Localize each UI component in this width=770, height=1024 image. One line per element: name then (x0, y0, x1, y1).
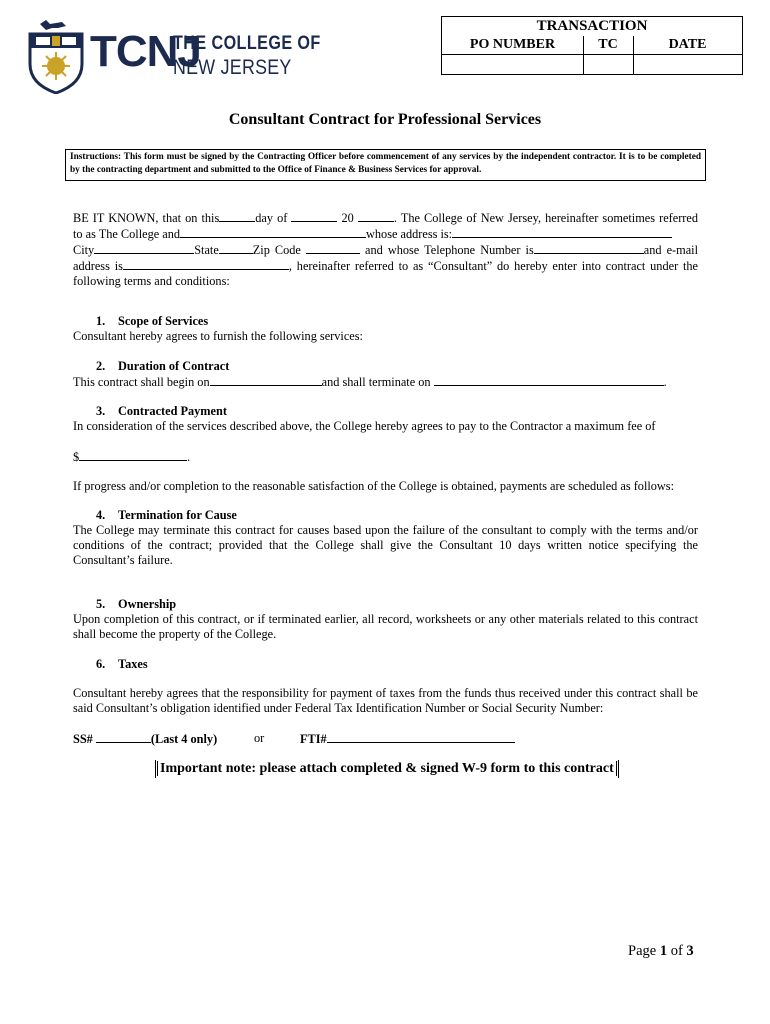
month-field[interactable] (291, 210, 337, 222)
dollar-sign: $ (73, 450, 80, 464)
intro-text: 20 (341, 211, 354, 225)
section-text: and shall terminate on (321, 375, 431, 389)
transaction-box (441, 16, 743, 75)
section-number: 1. (96, 314, 106, 328)
fti-field[interactable] (327, 731, 515, 743)
section-2-text (73, 374, 698, 390)
ss-label: SS# (73, 732, 93, 746)
day-field[interactable] (219, 210, 255, 222)
address-field[interactable] (452, 226, 672, 238)
intro-text: to as The College and (73, 227, 181, 241)
section-3-heading (96, 404, 227, 419)
intro-text: following terms and conditions: (73, 274, 230, 288)
end-date-field[interactable] (434, 374, 664, 386)
page-title: Consultant Contract for Professional Services (228, 111, 542, 128)
current-page: 1 (659, 943, 668, 959)
section-title: Ownership (118, 597, 177, 611)
intro-text: address is (73, 259, 123, 273)
section-1-text: Consultant hereby agrees to furnish the following services: (73, 329, 363, 343)
section-5-heading (96, 597, 176, 612)
section-title: Contracted Payment (118, 404, 227, 418)
section-title: Termination for Cause (118, 508, 237, 522)
section-text: This contract shall begin on (73, 375, 210, 389)
max-fee-field[interactable] (79, 449, 187, 461)
section-title: Duration of Contract (118, 359, 230, 373)
section-title: Scope of Services (118, 314, 209, 328)
intro-text: State (194, 243, 219, 257)
zip-field[interactable] (306, 242, 360, 254)
intro-text: whose address is: (366, 227, 453, 241)
state-field[interactable] (219, 242, 253, 254)
po-number-header: PO NUMBER (469, 37, 556, 52)
section-2-heading (96, 359, 229, 374)
ss-field[interactable] (96, 731, 151, 743)
logo-line-1: THE COLLEGE OF (173, 33, 321, 54)
date-header: DATE (668, 37, 707, 52)
section-6-heading (96, 657, 148, 672)
divider (583, 36, 584, 74)
section-3-fee (73, 449, 698, 465)
start-date-field[interactable] (210, 374, 322, 386)
intro-text: and e-mail (643, 243, 698, 257)
important-note (155, 760, 619, 778)
ss-note: (Last 4 only) (150, 732, 218, 746)
section-6-text: Consultant hereby agrees that the responsibility for payment of taxes from the funds thus received under this contract shall be said Consultant’s obligation identified under Federal Tax Identification Number or Social Security Number: (73, 686, 698, 715)
section-text: . (187, 450, 191, 464)
city-field[interactable] (94, 242, 194, 254)
section-3-schedule: If progress and/or completion to the reasonable satisfaction of the College is obtained, payments are scheduled as follows: (73, 479, 675, 493)
year-field[interactable] (358, 210, 394, 222)
intro-text: and whose Telephone Number is (365, 243, 534, 257)
section-number: 6. (96, 657, 106, 671)
section-text: . (663, 375, 667, 389)
section-4-heading (96, 508, 237, 523)
fti-row (300, 731, 515, 747)
consultant-name-field[interactable] (180, 226, 366, 238)
logo-line-2: NEW JERSEY (173, 56, 292, 79)
or-text: or (254, 731, 265, 745)
logo-abbr: TCNJ (90, 27, 201, 76)
page-of: of (667, 943, 687, 959)
section-number: 3. (96, 404, 106, 418)
section-number: 2. (96, 359, 106, 373)
page-indicator (628, 943, 694, 960)
important-note-text: Important note: please attach completed & signed W-9 form to this contract (157, 761, 617, 776)
intro-text: BE IT KNOWN, that on this (73, 211, 220, 225)
transaction-title: TRANSACTION (536, 18, 648, 34)
college-seal-icon (26, 18, 86, 94)
section-number: 4. (96, 508, 106, 522)
intro-text: , hereinafter referred to as “Consultant” do hereby enter into contract under the (288, 259, 698, 273)
intro-text: Zip Code (252, 243, 301, 257)
intro-text: . The College of New Jersey, hereinafter sometimes referred (393, 211, 699, 225)
section-5-text: Upon completion of this contract, or if terminated earlier, all record, worksheets or any other materials related to this contract shall become the property of the College. (73, 612, 698, 641)
section-4-text: The College may terminate this contract for causes based upon the failure of the consultant to comply with the terms and/or conditions of the contract; provided that the College shall give the Consultant 10 days written notice specifying the Consultant’s failure. (73, 523, 698, 567)
email-field[interactable] (123, 258, 289, 270)
intro-text: City (73, 243, 95, 257)
ss-label-row (73, 731, 217, 747)
section-1-heading (96, 314, 208, 329)
page-label: Page (628, 943, 660, 959)
divider (442, 54, 742, 55)
total-pages: 3 (686, 943, 694, 959)
instructions-box: Instructions: This form must be signed by the Contracting Officer before commencement of any services by the independent contractor. It is to be completed by the contracting department and submitted to the Office of Finance & Business Services for approval. (65, 149, 706, 181)
phone-field[interactable] (534, 242, 644, 254)
section-3-text: In consideration of the services described above, the College hereby agrees to pay to the Contractor a maximum fee of (73, 419, 656, 433)
section-title: Taxes (118, 657, 148, 671)
fti-label: FTI# (300, 732, 327, 746)
section-number: 5. (96, 597, 106, 611)
intro-text: day of (255, 211, 288, 225)
tc-header: TC (598, 37, 618, 52)
divider (633, 36, 634, 74)
intro-paragraph (73, 210, 698, 289)
